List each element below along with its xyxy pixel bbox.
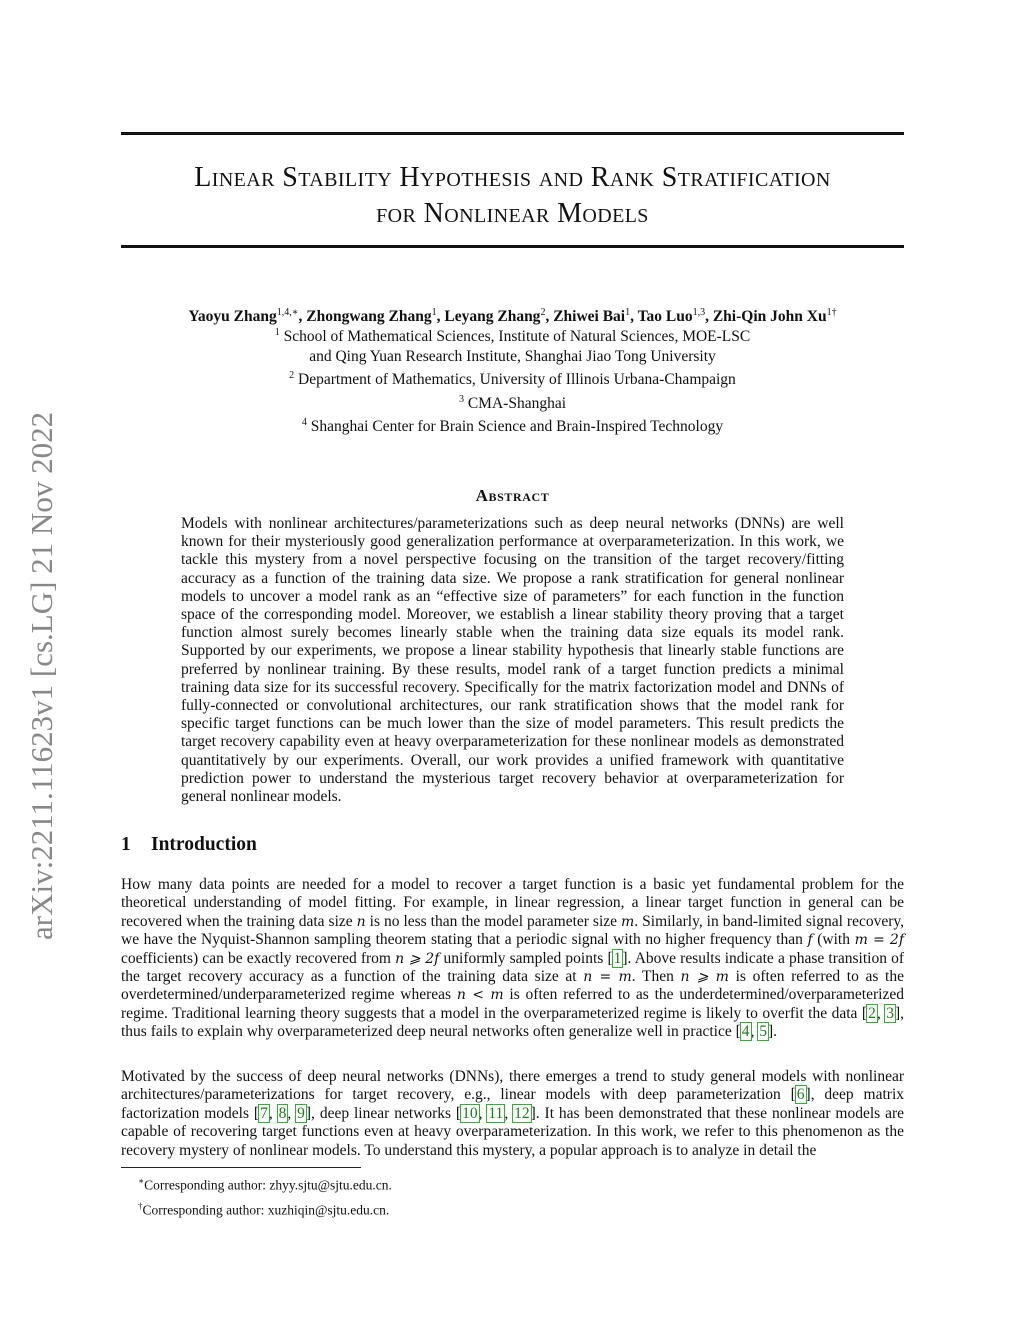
affiliation-item: $^2$ Department of Mathematics, University of Illinois Urbana-Champaign	[289, 370, 736, 389]
title-rule-top	[121, 132, 904, 135]
footnote-item: †Corresponding author: xuzhiqin@sjtu.edu.cn.	[138, 1200, 390, 1217]
title-line-2: for Nonlinear Models	[376, 198, 649, 229]
author-affil-sup: 1,4,∗	[276, 307, 299, 318]
citation-link[interactable]: 4	[741, 1023, 750, 1041]
arxiv-stamp-text: arXiv:2211.11623v1 [cs.LG] 21 Nov 2022	[24, 411, 59, 940]
paper-title	[121, 160, 904, 232]
citation-link[interactable]: 3	[886, 1004, 894, 1022]
section-number: 1	[121, 834, 131, 855]
author-name: Yaoyu Zhang	[188, 308, 277, 326]
citation-link[interactable]: 9	[297, 1104, 305, 1122]
title-rule-bottom	[121, 245, 904, 248]
author-name: Leyang Zhang	[444, 308, 541, 326]
title-line-1: Linear Stability Hypothesis and Rank Stratification	[194, 162, 831, 193]
citation-link[interactable]: 7	[260, 1104, 268, 1122]
citation-link[interactable]: 10	[462, 1104, 478, 1122]
author-name: Zhongwang Zhang	[306, 308, 432, 326]
abstract-body: Models with nonlinear architectures/parameterizations such as deep neural networks (DNNs) are well known for their mysteriously good generalization performance at overparameterization. In this work, we tackle this mystery from a novel perspective focusing on the transition of the target recovery/fitting accuracy as a function of the training data size. We propose a rank stratification for general nonlinear models to uncover a model rank as an “effective size of parameters” for each function in the function space of the corresponding model. Moreover, we establish a linear stability theory proving that a target function almost surely becomes linearly stable when the training data size equals its model rank. Supported by our experiments, we propose a linear stability hypothesis that linearly stable functions are preferred by nonlinear training. By these results, model rank of a target function predicts a minimal training data size for its successful recovery. Specifically for the matrix factorization model and DNNs of fully-connected or convolutional architectures, our rank stratification shows that the model rank for specific target functions can be much lower than the size of model parameters. This result predicts the target recovery capability even at heavy overparameterization for these nonlinear models as demonstrated quantitatively by our experiments. Overall, our work provides a unified framework with quantitative prediction power to understand the mysterious target recovery behavior at overparameterization for general nonlinear models.	[181, 515, 844, 806]
author-affil-sup: 1,3	[692, 307, 706, 318]
intro-paragraph-1: How many data points are needed for a model to recover a target function is a basic yet fundamental problem for the theoretical understanding of model fitting. For example, in linear regression, a linear target function in general can be recovered when the training data size n is no less than the model parameter size m. Similarly, in band-limited signal recovery, we have the Nyquist-Shannon sampling theorem stating that a periodic signal with no higher frequency than f (with m = 2f coefficients) can be exactly recovered from n ⩾ 2f uniformly sampled points [1]. Above results indicate a phase transition of the target recovery accuracy as a function of the training data size at n = m. Then n ⩾ m is often referred to as the overdetermined/underparameterized regime whereas n < m is often referred to as the underdetermined/overparameterized regime. Traditional learning theory suggests that a model in the overparameterized regime is likely to overfit the data [2, 3], thus fails to explain why overparameterized deep neural networks often generalize well in practice [4, 5].	[121, 876, 905, 1041]
citation-link[interactable]: 11	[488, 1104, 504, 1122]
citation-link[interactable]: 8	[278, 1104, 287, 1122]
author-name: Tao Luo	[637, 308, 693, 326]
citation-link[interactable]: 12	[514, 1104, 530, 1122]
author-name: Zhi-Qin John Xu	[712, 308, 827, 326]
affiliation-item: $^1$ School of Mathematical Sciences, Institute of Natural Sciences, MOE-LSC	[274, 327, 751, 346]
citation-link[interactable]: 2	[868, 1004, 876, 1022]
citation-link[interactable]: 5	[759, 1023, 767, 1041]
footnotes	[138, 1171, 392, 1220]
section-title: Introduction	[151, 834, 257, 855]
intro-paragraph-2: Motivated by the success of deep neural networks (DNNs), there emerges a trend to study general models with nonlinear architectures/parameterizations for target recovery, e.g., linear models with deep parameterization [6], deep matrix factorization models [7, 8, 9], deep linear networks [10, 11, 12]. It has been demonstrated that these nonlinear models are capable of recovering target functions even at heavy overparameterization. In this work, we refer to this phenomenon as the recovery mystery of nonlinear models. To understand this mystery, a popular approach is to analyze in detail the	[121, 1068, 904, 1159]
citation-link[interactable]: 1	[613, 949, 622, 967]
arxiv-stamp	[0, 345, 64, 945]
footnote-rule	[121, 1167, 361, 1168]
affiliation-item: and Qing Yuan Research Institute, Shanghai Jiao Tong University	[309, 347, 716, 365]
abstract-heading: Abstract	[475, 486, 550, 505]
author-affil-sup: 1	[625, 307, 631, 318]
author-affil-sup: 1	[431, 307, 437, 318]
author-list: Yaoyu Zhang$^{1,4,∗}$, Zhongwang Zhang$^1$, Leyang Zhang$^2$, Zhiwei Bai$^1$, Tao Luo$^{1,3}$, Zhi-Qin John $Xu^{1\dagger}$	[188, 307, 837, 326]
author-name: Zhiwei Bai	[553, 308, 626, 326]
section-heading	[121, 834, 257, 856]
affiliation-list	[121, 323, 904, 437]
affiliation-item: $^3$ CMA-Shanghai	[458, 393, 567, 412]
affiliation-item: $^4$ Shanghai Center for Brain Science and Brain-Inspired Technology	[301, 417, 724, 436]
author-affil-sup: 1†	[826, 307, 837, 318]
citation-link[interactable]: 6	[796, 1086, 805, 1104]
footnote-item: ∗Corresponding author: zhyy.sjtu@sjtu.edu.cn.	[138, 1176, 392, 1193]
author-affil-sup: 2	[540, 307, 546, 318]
